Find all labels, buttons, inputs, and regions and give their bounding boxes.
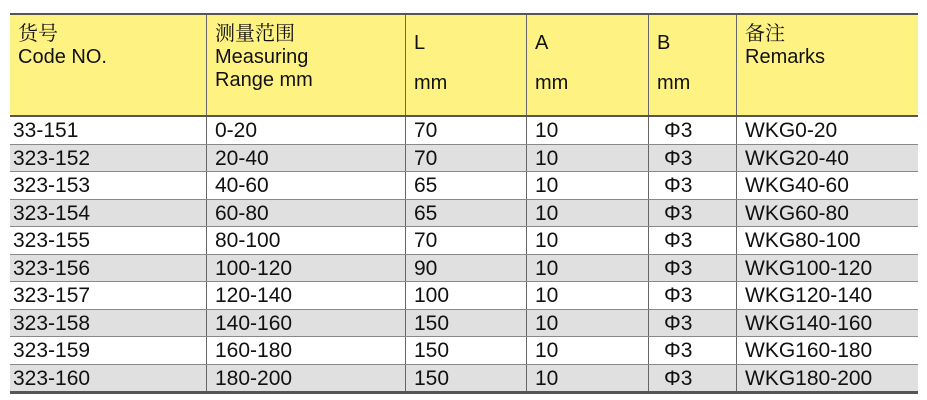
cell-remarks: WKG160-180 [745,339,873,362]
cell-b: Φ3 [649,365,737,392]
table-body [10,117,918,391]
cell-range: 180-200 [207,365,406,392]
cell-code: 323-159 [10,337,207,364]
cell-code: 323-152 [10,145,207,172]
table-row [10,199,918,227]
header-range-zh: 测量范围 [215,23,295,45]
table-row [10,144,918,172]
cell-a: 10 [527,200,649,227]
cell-l: 65 [406,200,527,227]
header-code-zh: 货号 [18,23,58,45]
table-row [10,281,918,309]
header-code-en: Code NO. [18,46,107,68]
cell-l: 100 [406,282,527,309]
cell-range: 160-180 [207,337,406,364]
spec-table [10,13,918,394]
cell-l: 150 [406,310,527,337]
cell-code: 323-153 [10,172,207,199]
cell-remarks: WKG80-100 [745,229,861,252]
cell-code: 323-154 [10,200,207,227]
header-remarks-zh: 备注 [745,23,785,45]
cell-code: 323-156 [10,255,207,282]
cell-l: 150 [406,337,527,364]
cell-b: Φ3 [649,282,737,309]
header-l [406,15,527,115]
cell-remarks: WKG180-200 [745,366,873,390]
header-range [207,15,406,115]
header-range-en: Measuring [215,46,309,68]
table-row [10,226,918,254]
cell-b: Φ3 [649,145,737,172]
table-row [10,254,918,282]
cell-code: 323-155 [10,227,207,254]
table-row [10,364,918,392]
header-b [649,15,737,115]
cell-range: 60-80 [207,200,406,227]
cell-range: 0-20 [207,117,406,144]
cell-a: 10 [527,255,649,282]
cell-a: 10 [527,310,649,337]
cell-a: 10 [527,227,649,254]
header-range-en2: Range mm [215,69,313,91]
cell-l: 150 [406,365,527,392]
cell-range: 80-100 [207,227,406,254]
cell-remarks: WKG120-140 [745,284,873,307]
cell-b: Φ3 [649,117,737,144]
cell-remarks: WKG60-80 [745,201,849,225]
cell-remarks: WKG100-120 [745,256,873,280]
cell-a: 10 [527,337,649,364]
cell-b: Φ3 [649,172,737,199]
cell-a: 10 [527,172,649,199]
header-code [10,15,207,115]
header-remarks [737,15,918,115]
cell-l: 90 [406,255,527,282]
table-row [10,336,918,364]
table-header [10,15,918,117]
cell-range: 100-120 [207,255,406,282]
header-l-label: L [414,32,426,54]
table-row [10,171,918,199]
cell-range: 20-40 [207,145,406,172]
header-l-unit: mm [414,72,448,94]
cell-b: Φ3 [649,310,737,337]
cell-a: 10 [527,282,649,309]
cell-remarks: WKG40-60 [745,174,849,197]
cell-b: Φ3 [649,255,737,282]
cell-remarks: WKG140-160 [745,311,873,335]
cell-l: 65 [406,172,527,199]
table-row [10,117,918,144]
cell-range: 140-160 [207,310,406,337]
cell-l: 70 [406,117,527,144]
cell-b: Φ3 [649,200,737,227]
cell-a: 10 [527,117,649,144]
cell-code: 323-157 [10,282,207,309]
header-a-unit: mm [535,72,569,94]
cell-code: 33-151 [10,117,207,144]
cell-b: Φ3 [649,227,737,254]
cell-remarks: WKG0-20 [745,119,838,142]
cell-a: 10 [527,145,649,172]
cell-range: 120-140 [207,282,406,309]
cell-l: 70 [406,227,527,254]
header-remarks-en: Remarks [745,46,826,68]
header-b-unit: mm [657,72,691,94]
cell-b: Φ3 [649,337,737,364]
cell-remarks: WKG20-40 [745,146,849,170]
cell-a: 10 [527,365,649,392]
cell-range: 40-60 [207,172,406,199]
header-a-label: A [535,32,549,54]
table-row [10,309,918,337]
cell-code: 323-158 [10,310,207,337]
cell-l: 70 [406,145,527,172]
cell-code: 323-160 [10,365,207,392]
header-b-label: B [657,32,671,54]
header-a [527,15,649,115]
